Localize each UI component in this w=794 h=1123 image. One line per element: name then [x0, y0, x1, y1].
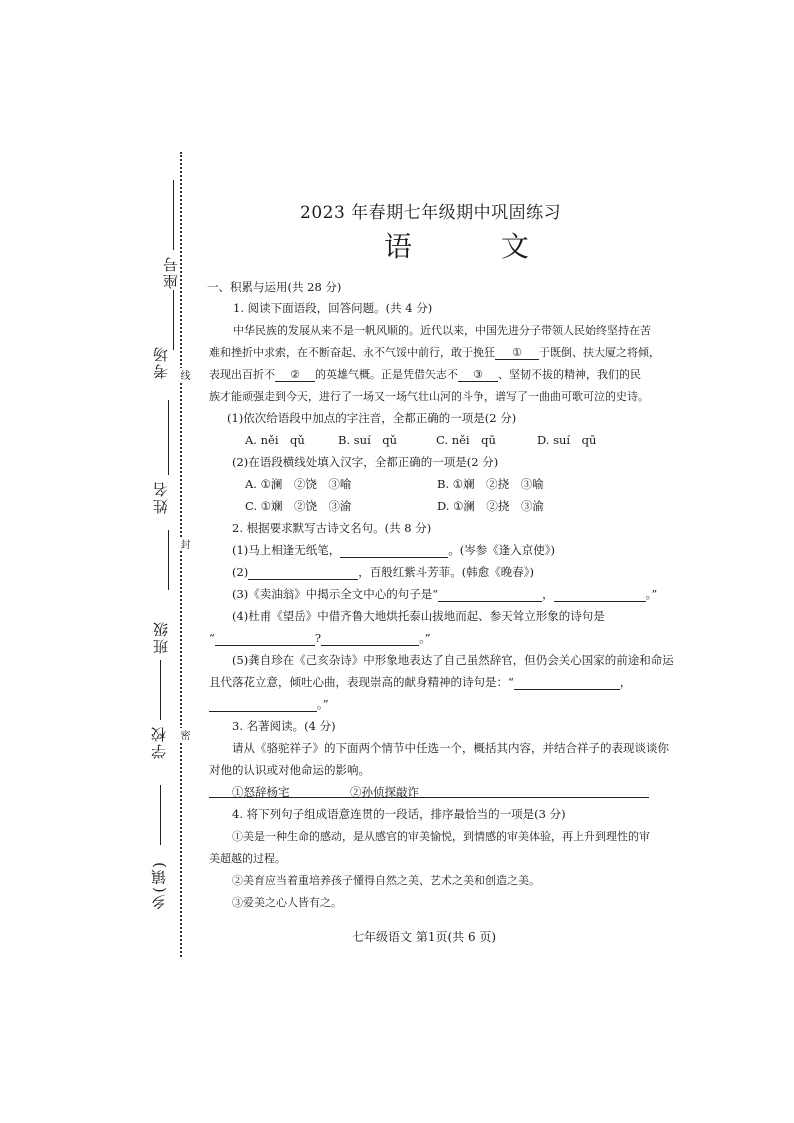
q2-stem: 2. 根据要求默写古诗文名句。(共 8 分): [232, 521, 432, 535]
q3-option-2[interactable]: ②孙侦探敲诈: [350, 785, 419, 799]
binding-dotted-line: [180, 152, 182, 957]
q2-item4: (4)杜甫《望岳》中借齐鲁大地烘托泰山拔地而起、参天耸立形象的诗句是: [232, 609, 605, 623]
passage-text-b: 于既倒、扶大厦之将倾，: [539, 346, 660, 359]
q2-item4b-mid: ?: [314, 631, 322, 645]
subject-title: 语 文: [384, 230, 569, 263]
q2-blank-1[interactable]: [340, 543, 448, 558]
q2-blank-3a[interactable]: [438, 587, 542, 602]
q1-sub2-option-b[interactable]: B. ①斓 ②挠 ③喻: [437, 477, 544, 491]
q2-item5b-post: ，: [619, 675, 632, 689]
q1-passage-line1: 中华民族的发展从来不是一帆风顺的。近代以来，中国先进分子带领人民始终坚持在苦: [233, 324, 651, 337]
q1-stem: 1. 阅读下面语段，回答问题。(共 4 分): [233, 301, 433, 315]
blank-1[interactable]: [495, 346, 539, 360]
q3-option-1[interactable]: ①怒辞杨宅: [232, 785, 290, 799]
name-label: 姓名: [152, 480, 170, 514]
exam-title: 2023 年春期七年级期中巩固练习: [300, 203, 562, 223]
q2-blank-3b[interactable]: [554, 587, 646, 602]
town-label: 乡(镇): [150, 860, 168, 910]
blank-3-number: ③: [473, 368, 483, 381]
q1-passage-line3: [209, 366, 641, 382]
page-footer: 七年级语文 第1页(共 6 页): [352, 930, 497, 944]
q2-item5: (5)龚自珍在《己亥杂诗》中形象地表达了自己虽然辞官，但仍会关心国家的前途和命运: [232, 653, 674, 667]
blank-2-number: ②: [290, 368, 300, 381]
q2-item4b: [209, 630, 431, 646]
q2-item5c-post: 。”: [317, 697, 329, 711]
q2-item4b-post: 。”: [419, 631, 431, 645]
q4-sentence-1a: ①美是一种生命的感动，是从感官的审美愉悦，到情感的审美体验，再上升到理性的审: [232, 830, 650, 843]
q1-sub2-option-c[interactable]: C. ①斓 ②饶 ③渝: [245, 499, 352, 513]
blank-2[interactable]: [275, 368, 315, 382]
school-label: 学校: [150, 725, 168, 759]
q2-item5c: [209, 696, 329, 712]
q2-item5b: [209, 674, 631, 690]
room-label: 考场: [152, 345, 170, 379]
q2-item1-pre: (1)马上相逢无纸笔，: [232, 543, 341, 557]
passage-text-c: 表现出百折不: [209, 368, 275, 381]
q1-sub2-option-d[interactable]: D. ①澜 ②挠 ③渝: [437, 499, 544, 513]
q2-item1-post: 。(岑参《逢入京使》): [448, 543, 556, 557]
q3-body-line2: 对他的认识或对他命运的影响。: [209, 763, 370, 777]
q1-sub1-option-d[interactable]: D. suí qū: [537, 433, 597, 447]
section-heading: 一、积累与运用(共 28 分): [207, 280, 342, 294]
seal-mark-line: 线: [178, 370, 189, 380]
q4-sentence-1b: 美超越的过程。: [209, 852, 286, 865]
passage-text-a: 难和挫折中求索，在不断奋起、永不气馁中前行，敢于挽狂: [209, 346, 495, 359]
q4-sentence-3: ③爱美之心人皆有之。: [232, 896, 342, 909]
q1-sub1-option-b[interactable]: B. suí qǔ: [338, 433, 398, 447]
passage-text-d: 的英雄气概。正是凭借矢志不: [315, 368, 458, 381]
q2-item1: [232, 542, 555, 558]
q2-blank-2[interactable]: [248, 565, 358, 580]
school-line: [160, 660, 161, 720]
q4-stem: 4. 将下列句子组成语意连贯的一段话，排序最恰当的一项是(3 分): [232, 807, 566, 821]
town-line: [160, 785, 161, 845]
seat-label: 座号: [162, 255, 180, 289]
blank-3[interactable]: [458, 368, 498, 382]
q1-passage-line4: 族才能顽强走到今天，进行了一场又一场气壮山河的斗争，谱写了一曲曲可歌可泣的史诗。: [209, 390, 649, 403]
q2-blank-4b[interactable]: [321, 631, 419, 646]
seal-mark-seal: 封: [178, 539, 189, 549]
q2-item2: [232, 564, 534, 580]
q3-stem: 3. 名著阅读。(4 分): [232, 719, 336, 733]
q1-passage-line2: [209, 344, 660, 360]
q1-sub2-option-a[interactable]: A. ①澜 ②饶 ③喻: [245, 477, 352, 491]
q2-blank-5b[interactable]: [209, 697, 317, 712]
class-line: [168, 530, 169, 590]
passage-text-e: 、坚韧不拔的精神，我们的民: [498, 368, 641, 381]
room-line: [173, 290, 174, 350]
q2-item3-pre: (3)《卖油翁》中揭示全文中心的句子是“: [232, 587, 439, 601]
q1-sub1-option-a[interactable]: A. něi qǔ: [245, 433, 305, 447]
q1-sub1-option-c[interactable]: C. něi qū: [436, 433, 496, 447]
seal-mark-secret: 密: [178, 730, 189, 740]
name-line: [168, 400, 169, 475]
q4-sentence-2: ②美育应当着重培养孩子懂得自然之美、艺术之美和创造之美。: [232, 874, 540, 887]
q2-blank-4a[interactable]: [215, 631, 315, 646]
q2-item2-post: ，百般红紫斗芳菲。(韩愈《晚春》): [358, 565, 535, 579]
q1-sub1-stem: (1)依次给语段中加点的字注音，全都正确的一项是(2 分): [227, 411, 517, 425]
seat-line: [173, 180, 174, 250]
q2-item5b-pre: 且代落花立意，倾吐心曲，表现崇高的献身精神的诗句是：“: [209, 675, 514, 689]
q2-item4b-pre: “: [209, 631, 215, 645]
q2-item3: [232, 586, 657, 602]
q2-item3-post: 。”: [645, 587, 658, 601]
q1-sub2-stem: (2)在语段横线处填入汉字，全都正确的一项是(2 分): [232, 455, 499, 469]
q2-item3-mid: ，: [542, 587, 554, 601]
blank-1-number: ①: [512, 346, 522, 359]
q3-body-line1: 请从《骆驼祥子》的下面两个情节中任选一个，概括其内容，并结合祥子的表现谈谈你: [232, 741, 669, 755]
q2-item2-pre: (2): [232, 565, 249, 579]
class-label: 班级: [152, 620, 170, 654]
q3-answer-line[interactable]: [209, 797, 649, 798]
q2-blank-5a[interactable]: [514, 675, 620, 690]
